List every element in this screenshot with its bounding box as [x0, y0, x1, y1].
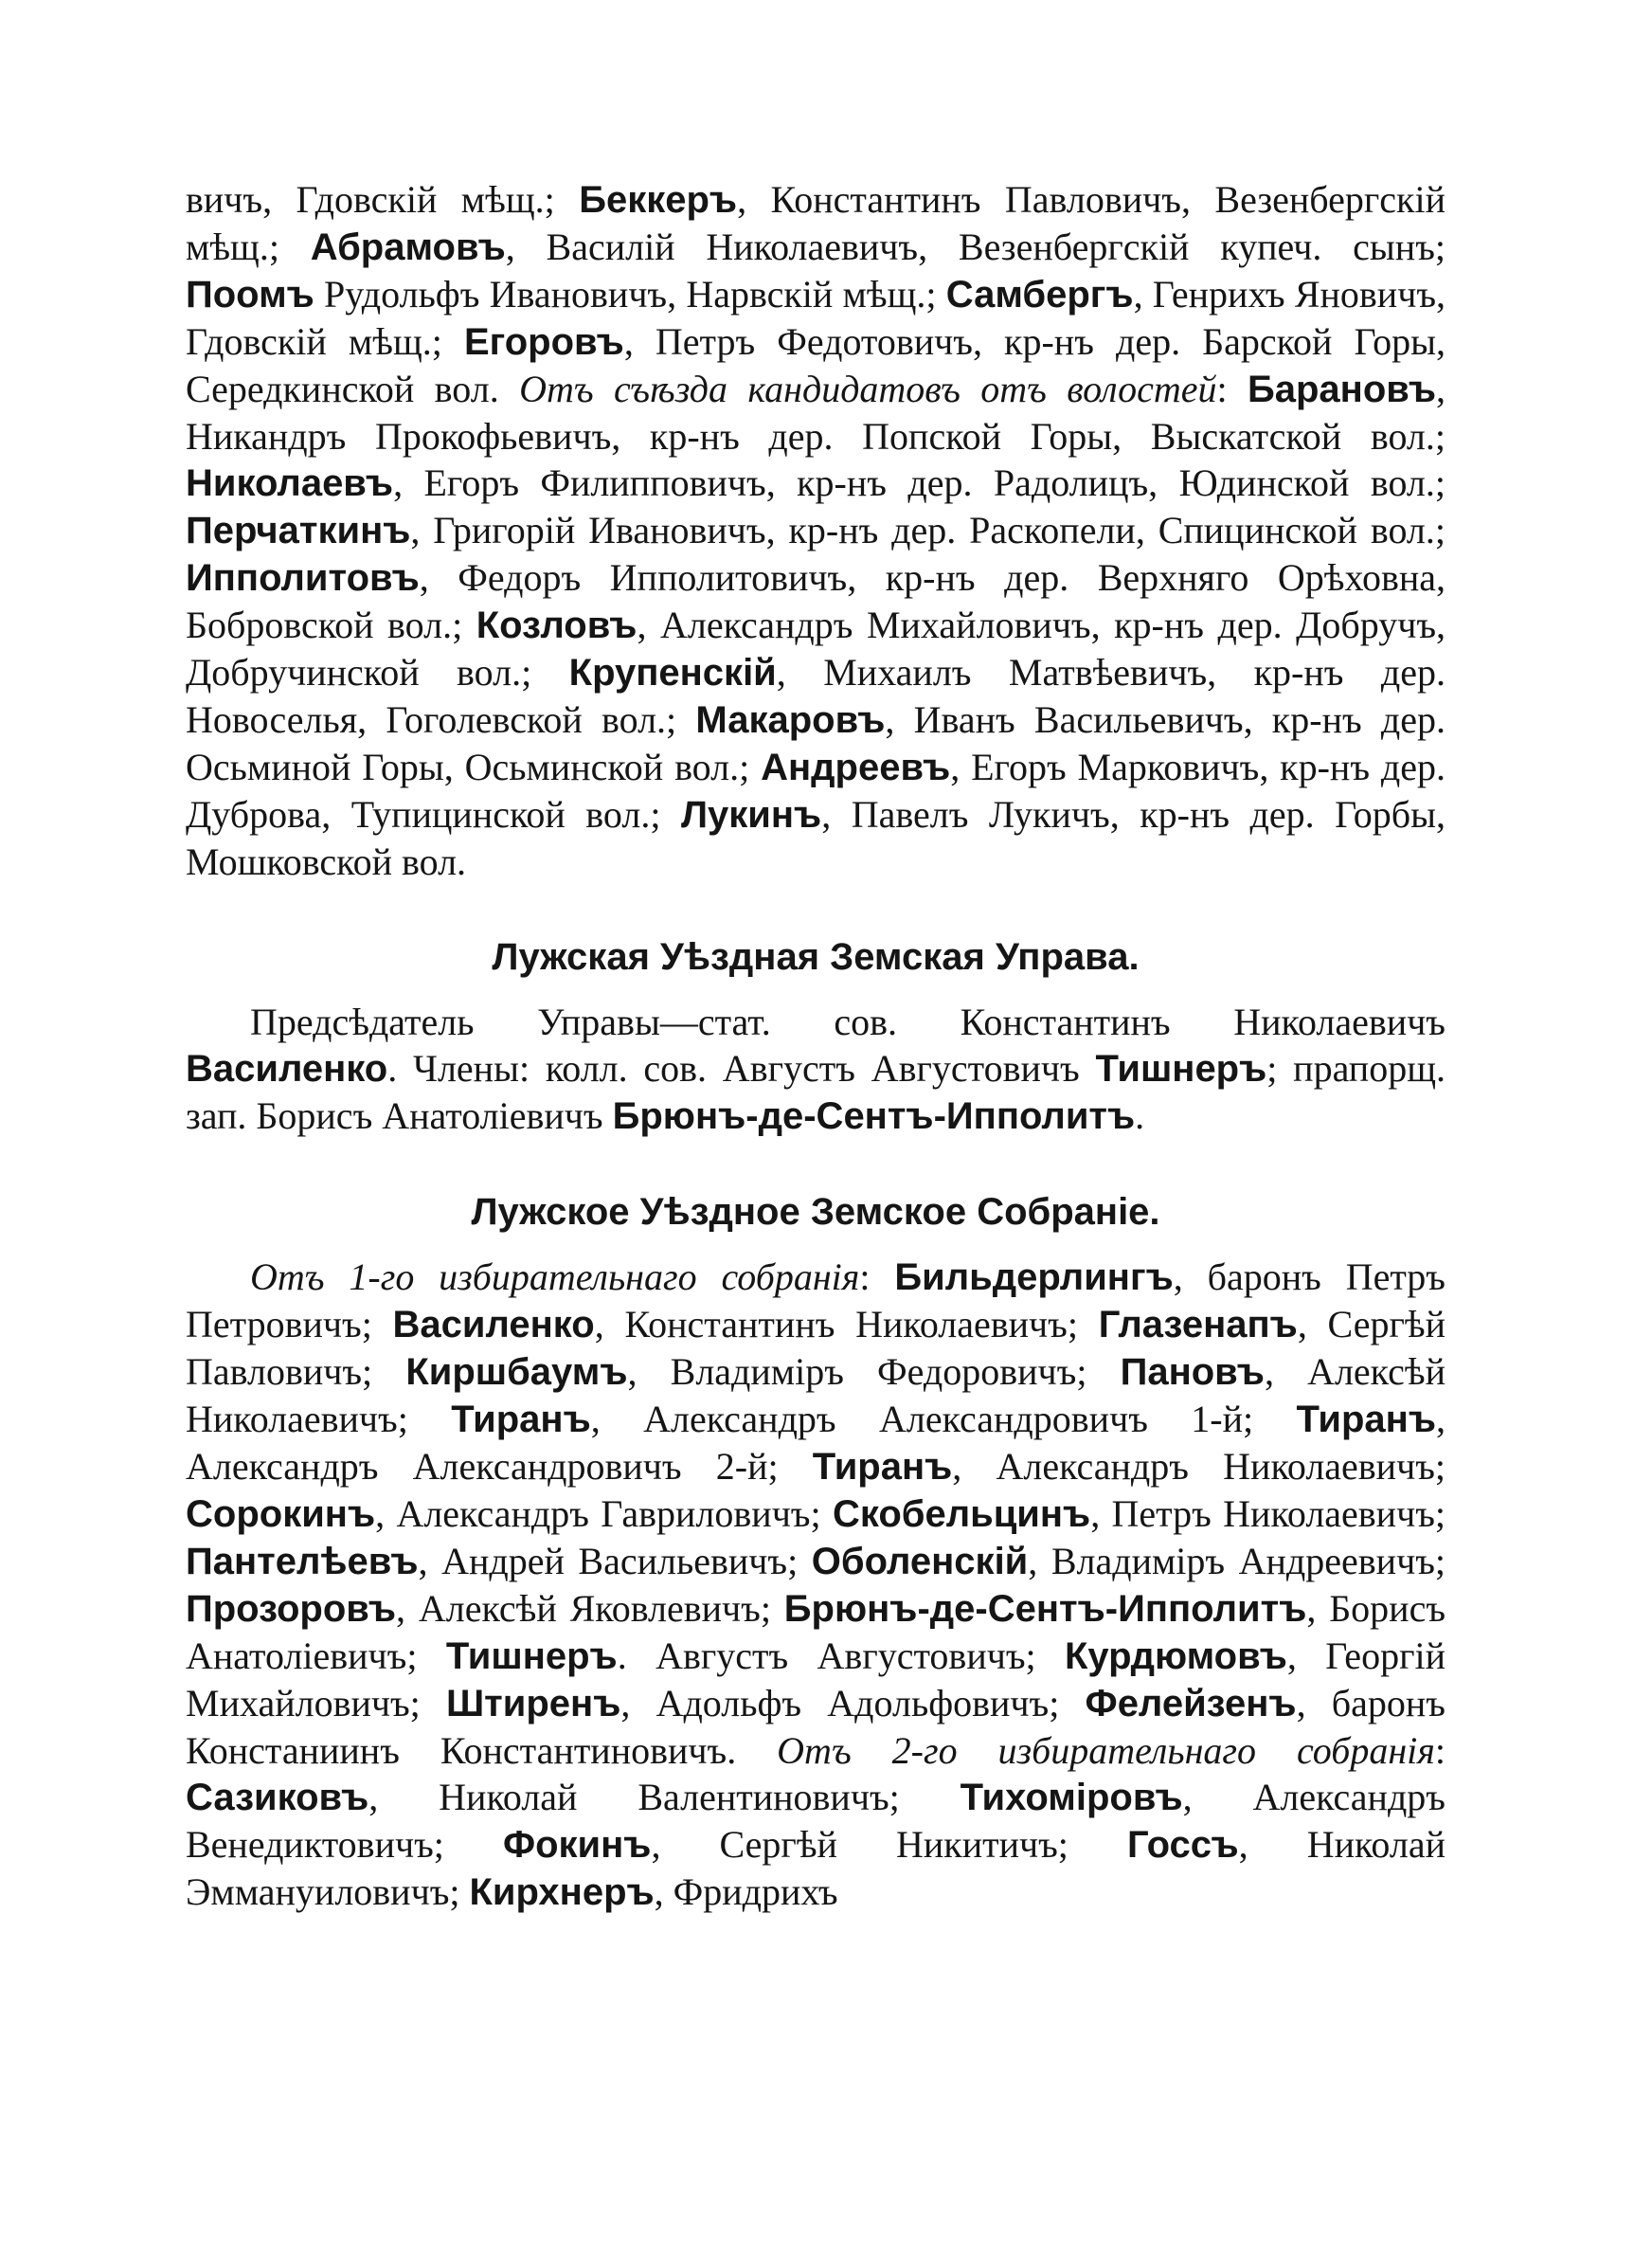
- surname: Николаевъ: [186, 462, 394, 504]
- text-run: , Константинъ Николаевичъ;: [594, 1303, 1099, 1345]
- surname: Андреевъ: [761, 747, 951, 788]
- text-run: , Александръ Александровичъ 2-й;: [186, 1398, 1446, 1488]
- surname: Тишнеръ: [445, 1635, 618, 1677]
- text-run: . Члены: колл. сов. Августъ Августовичъ: [387, 1047, 1096, 1090]
- text-run: , Александръ Венедиктовичъ;: [186, 1776, 1446, 1866]
- text-run: , Егоръ Марковичъ, кр-нъ дер. Дуброва, Тупицинской вол.;: [186, 746, 1446, 836]
- text-run: :: [1434, 1729, 1446, 1772]
- text-run: Предсѣдатель Управы—стат. сов. Константинъ Николаевичъ: [250, 1001, 1446, 1043]
- body-paragraph: [186, 176, 1446, 885]
- surname: Козловъ: [476, 605, 637, 646]
- text-run: , Фридрихъ: [654, 1870, 838, 1913]
- text-column: [186, 176, 1446, 1916]
- surname: Штиренъ: [445, 1683, 621, 1724]
- surname: Брюнъ-де-Сентъ-Ипполитъ: [612, 1095, 1136, 1137]
- surname: Абрамовъ: [310, 226, 506, 268]
- text-run: , Константинъ Павловичъ, Везенбергскій мѣщ.;: [186, 178, 1446, 268]
- surname: Тиранъ: [812, 1446, 953, 1488]
- surname: Брюнъ-де-Сентъ-Ипполитъ: [783, 1588, 1307, 1630]
- text-run: , Павелъ Лукичъ, кр-нъ дер. Горбы, Мошковской вол.: [186, 793, 1446, 883]
- text-run: , Алексѣй Николаевичъ;: [186, 1350, 1446, 1440]
- surname: Тишнеръ: [1095, 1048, 1267, 1090]
- surname: Кирхнеръ: [469, 1871, 655, 1913]
- text-run: , Георгій Михайловичъ;: [186, 1634, 1446, 1724]
- text-run: :: [1216, 368, 1248, 410]
- surname: Ипполитовъ: [186, 557, 420, 599]
- italic-phrase: Отъ 2-го избирательнаго собранія: [777, 1729, 1435, 1772]
- text-run: , Василій Николаевичъ, Везенбергскій купеч. сынъ;: [505, 226, 1446, 268]
- surname: Лукинъ: [680, 794, 822, 836]
- surname: Егоровъ: [463, 321, 624, 363]
- text-run: , Николай Эммануиловичъ;: [186, 1823, 1446, 1913]
- surname: Скобельцинъ: [832, 1493, 1091, 1535]
- text-run: Лужское Уѣздное Земское Собраніе.: [471, 1191, 1160, 1233]
- surname: Василенко: [392, 1304, 595, 1345]
- text-run: , Сергѣй Павловичъ;: [186, 1303, 1446, 1393]
- surname: Поомъ: [186, 274, 314, 316]
- surname: Тихоміровъ: [960, 1777, 1183, 1818]
- section-heading: [186, 1187, 1446, 1237]
- surname: Сорокинъ: [186, 1493, 376, 1535]
- surname: Макаровъ: [695, 699, 886, 741]
- surname: Тиранъ: [451, 1399, 591, 1440]
- italic-phrase: Отъ 1-го избирательнаго собранія: [250, 1255, 860, 1298]
- italic-phrase: Отъ съѣзда кандидатовъ отъ волостей: [519, 368, 1217, 410]
- text-run: ; прапорщ. зап. Борисъ Анатоліевичъ: [186, 1047, 1446, 1137]
- text-run: , Андрей Васильевичъ;: [418, 1540, 812, 1582]
- text-run: , Александръ Александровичъ 1-й;: [590, 1398, 1297, 1440]
- text-run: , Петръ Николаевичъ;: [1090, 1492, 1446, 1535]
- surname: Пантелѣевъ: [186, 1541, 419, 1582]
- text-run: , баронъ Петръ Петровичъ;: [186, 1255, 1446, 1345]
- text-run: Лужская Уѣздная Земская Управа.: [492, 936, 1140, 978]
- text-run: , Петръ Федотовичъ, кр-нъ дер. Барской Горы, Середкинской вол.: [186, 320, 1446, 410]
- surname: Барановъ: [1247, 369, 1437, 410]
- surname: Пановъ: [1120, 1351, 1265, 1393]
- surname: Прозоровъ: [186, 1588, 397, 1630]
- text-run: , Федоръ Ипполитовичъ, кр-нъ дер. Верхняго Орѣховна, Бобровской вол.;: [186, 556, 1446, 646]
- surname: Василенко: [186, 1048, 388, 1090]
- text-run: , Владиміръ Федоровичъ;: [627, 1350, 1121, 1393]
- body-paragraph: [186, 999, 1446, 1140]
- text-run: , Адольфъ Адольфовичъ;: [620, 1682, 1086, 1724]
- surname: Перчаткинъ: [186, 510, 411, 551]
- surname: Фокинъ: [502, 1824, 652, 1866]
- text-run: , Александръ Гавриловичъ;: [375, 1492, 833, 1535]
- text-run: вичъ, Гдовскій мѣщ.;: [186, 178, 580, 221]
- text-run: , Михаилъ Матвѣевичъ, кр-нъ дер. Новоселья, Гоголевской вол.;: [186, 651, 1446, 741]
- surname: Оболенскій: [811, 1541, 1029, 1582]
- surname: Самбергъ: [945, 274, 1134, 316]
- surname: Госсъ: [1126, 1824, 1239, 1866]
- surname: Беккеръ: [579, 179, 738, 221]
- surname: Сазиковъ: [186, 1777, 369, 1818]
- text-run: :: [859, 1255, 895, 1298]
- text-run: , Генрихъ Яновичъ, Гдовскій мѣщ.;: [186, 273, 1446, 363]
- text-run: , Александръ Николаевичъ;: [952, 1445, 1446, 1488]
- text-run: . Августъ Августовичъ;: [617, 1634, 1066, 1677]
- text-run: , Алексѣй Яковлевичъ;: [396, 1587, 784, 1630]
- text-run: , Иванъ Васильевичъ, кр-нъ дер. Осьминой Горы, Осьминской вол.;: [186, 698, 1446, 788]
- section-heading: [186, 932, 1446, 982]
- text-run: , Григорій Ивановичъ, кр-нъ дер. Раскопели, Спицинской вол.;: [410, 509, 1446, 551]
- text-run: , Сергѣй Никитичъ;: [651, 1823, 1127, 1866]
- surname: Курдюмовъ: [1065, 1635, 1287, 1677]
- text-run: , Владиміръ Андреевичъ;: [1028, 1540, 1446, 1582]
- text-run: , баронъ Констаниинъ Константиновичъ.: [186, 1682, 1446, 1772]
- surname: Фелейзенъ: [1085, 1683, 1297, 1724]
- surname: Киршбаумъ: [405, 1351, 628, 1393]
- text-run: , Александръ Михайловичъ, кр-нъ дер. Добручъ, Добручинской вол.;: [186, 604, 1446, 694]
- surname: Глазенапъ: [1098, 1304, 1298, 1345]
- body-paragraph: [186, 1254, 1446, 1916]
- text-run: , Никандръ Прокофьевичъ, кр-нъ дер. Попской Горы, Выскатской вол.;: [186, 368, 1446, 458]
- text-run: , Егоръ Филипповичъ, кр-нъ дер. Радолицъ, Юдинской вол.;: [393, 461, 1446, 504]
- surname: Крупенскій: [568, 652, 777, 694]
- text-run: .: [1135, 1094, 1145, 1137]
- text-run: , Борисъ Анатоліевичъ;: [186, 1587, 1446, 1677]
- text-run: Рудольфъ Ивановичъ, Нарвскій мѣщ.;: [314, 273, 946, 316]
- text-run: , Николай Валентиновичъ;: [368, 1776, 961, 1818]
- surname: Бильдерлингъ: [894, 1256, 1174, 1298]
- surname: Тиранъ: [1296, 1399, 1436, 1440]
